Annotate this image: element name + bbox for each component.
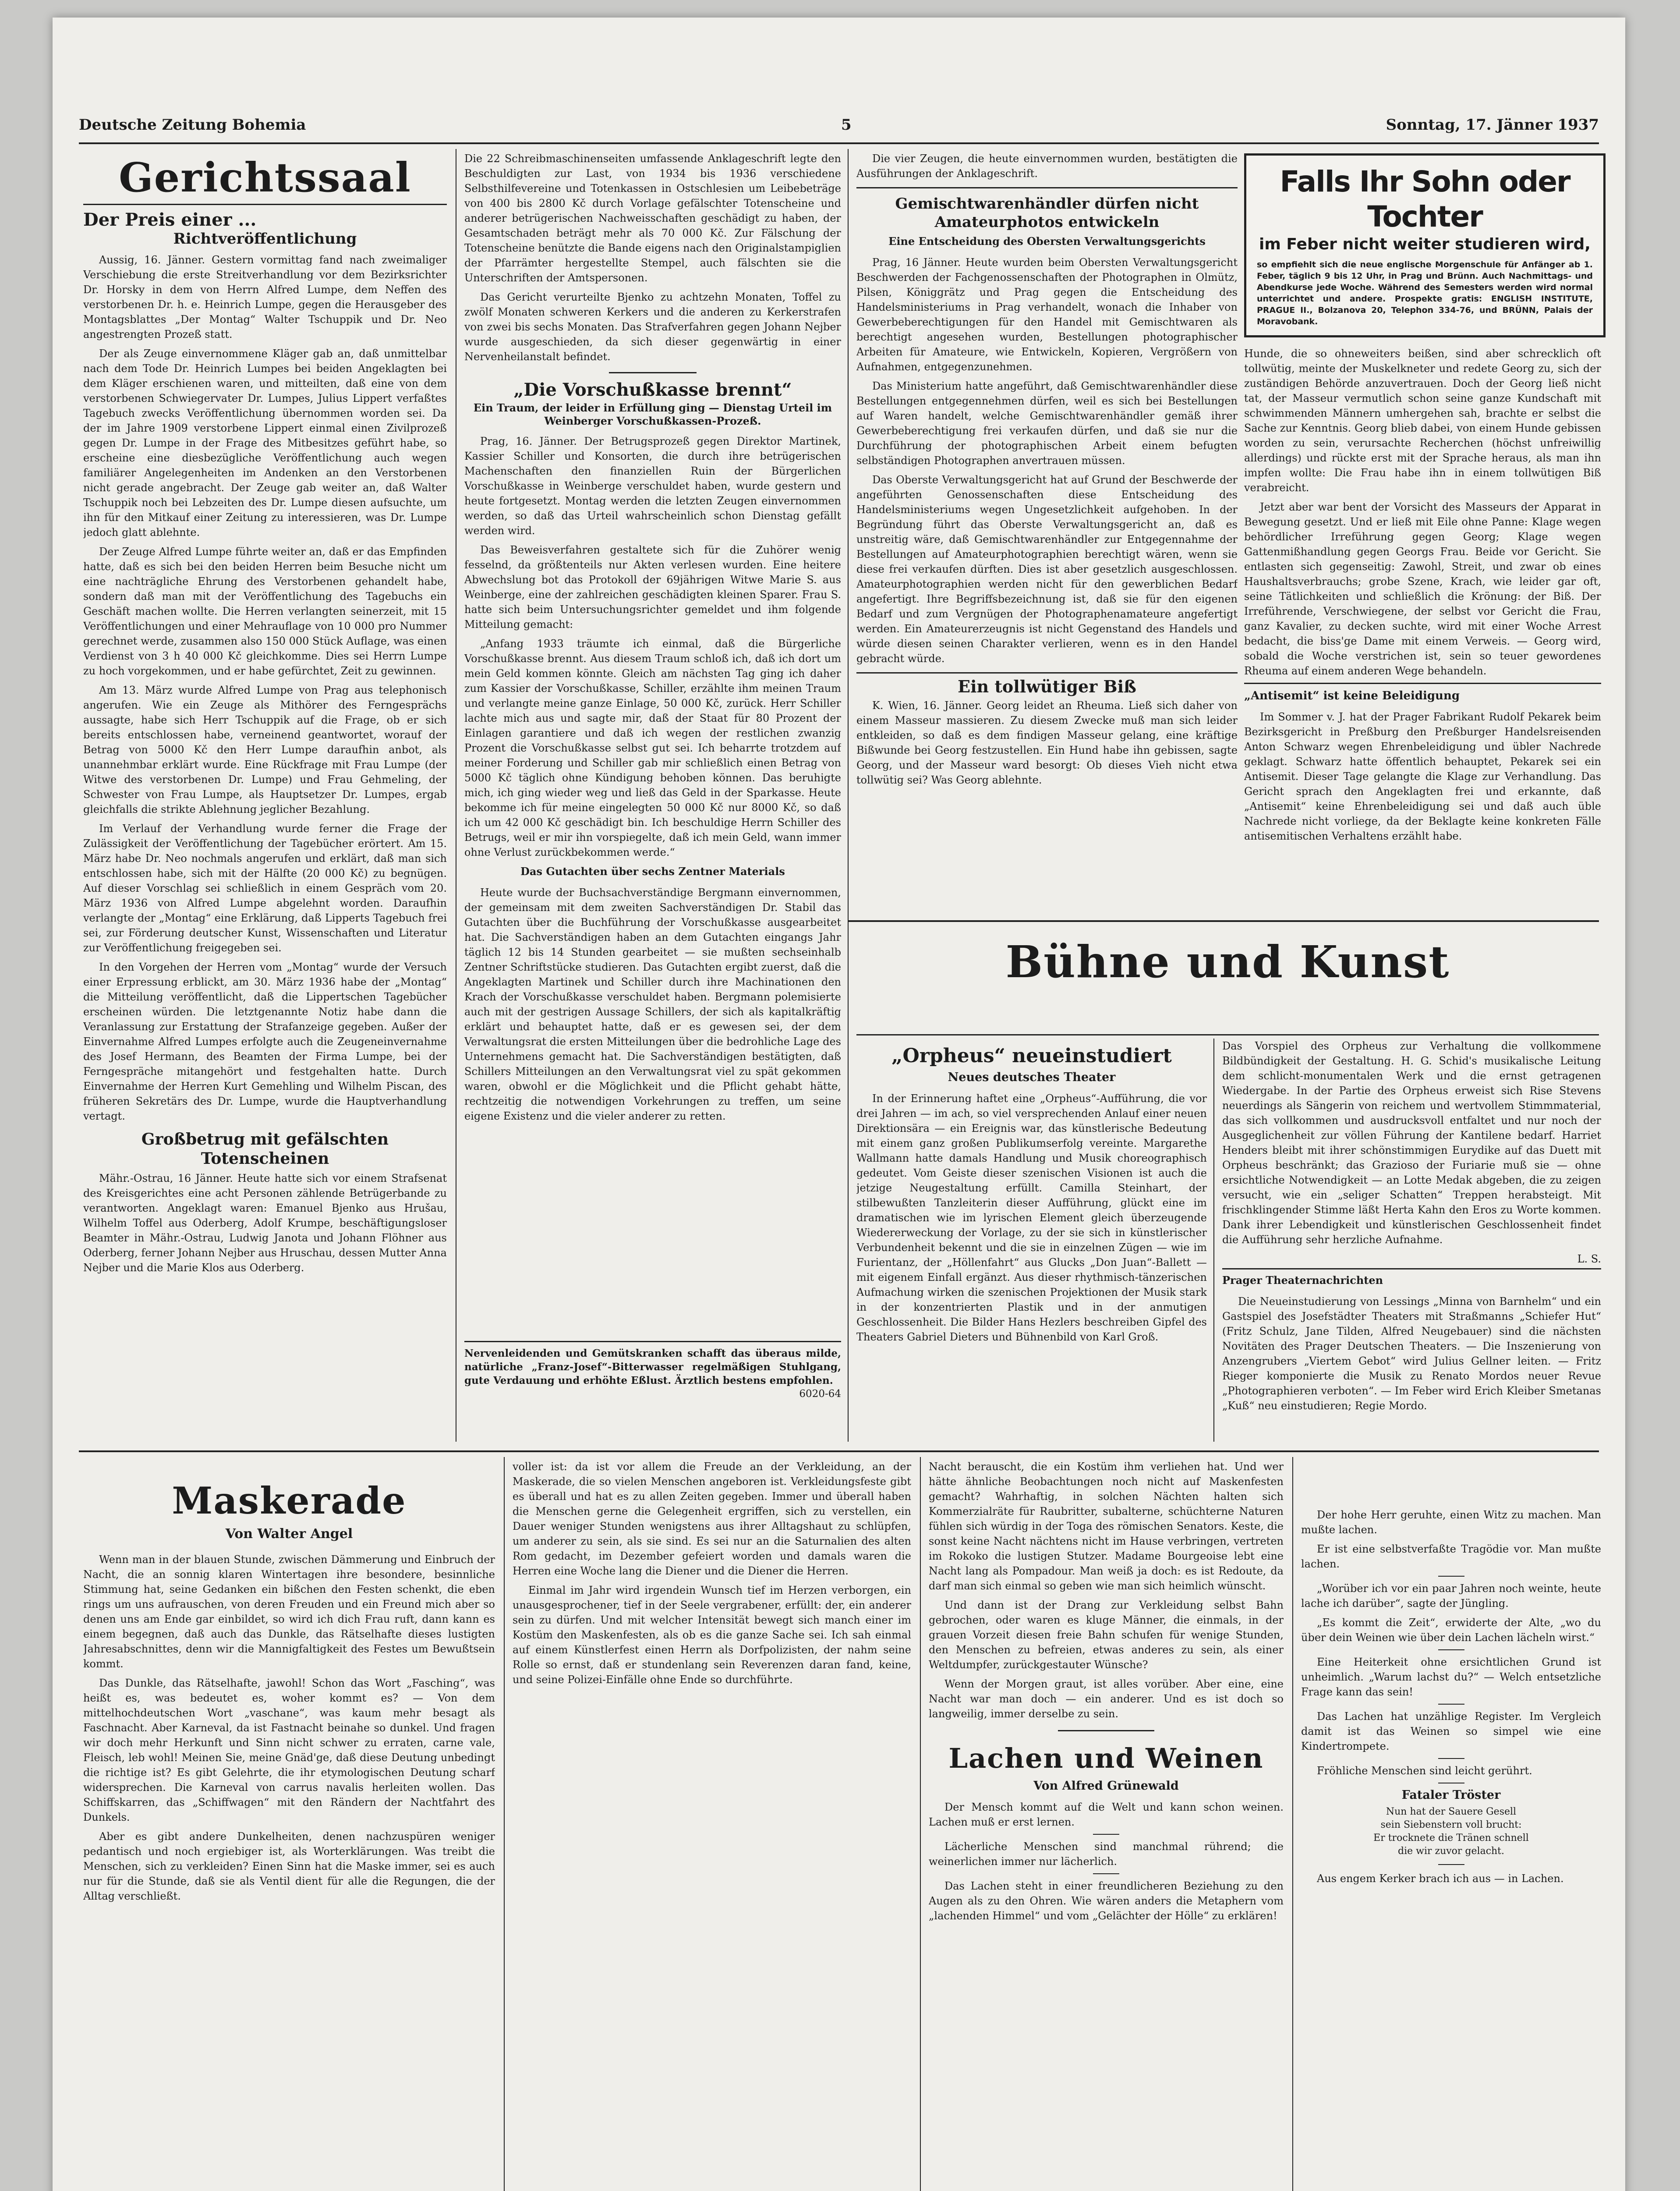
column-divider: [920, 1457, 921, 2191]
article-title: Prager Theaternachrichten: [1222, 1268, 1601, 1288]
ad-body: so empfiehlt sich die neue englische Morgenschule für Anfänger ab 1. Feber, täglich 9 bis 12 Uhr, in Prag und Brünn. Auch Nachmittags- und Abendkurse jede Woche. Während des Semesters werden wird normal unterrichtet und andere. Prospekte gratis: ENGLISH INSTITUTE, PRAGUE II., Bolzanova 20, Telephon 334-76, und BRÜNN, Palais der Moravobank.: [1257, 260, 1593, 326]
divider: [1438, 1864, 1464, 1865]
divider: [1093, 1834, 1119, 1835]
article-subtitle: Richtveröffentlichung: [173, 230, 357, 248]
small-ad-text: Nervenleidenden und Gemütskranken schafft das überaus milde, natürliche „Franz-Josef“-Bitterwasser regelmäßigen Stuhlgang, gute Verdauung und erhöhte Eßlust. Ärztlich bestens empfohlen.: [464, 1347, 841, 1386]
article-paragraph: Das Vorspiel des Orpheus zur Verhaltung die vollkommene Bildbündigkeit der Gestaltung. H. G. Schid's musikalische Leitung dem schlicht-monumentalen Werk und die ernst getragenen Wiedergabe. In der Partie des Orpheus erweist sich Rise Stevens neuerdings als Sängerin von reichem und wertvollem Stimmmaterial, das sich vollkommen und ausdrucksvoll entfaltet und nur noch der Ausgeglichenheit zur völlen Führung der Kantilene bedarf. Harriet Henders bleibt mit ihrer schönstimmigen Eurydike auf das Duett mit Orpheus beschränkt; das Grazioso der Furiarie muß sie — ohne ersichtliche Notwendigkeit — an Lotte Medak abgeben, die zu zeigen versucht, wie ein „seliger Schatten“ Treppen herabsteigt. Mit frischklingender Stimme läßt Herta Kahn den Eros zu Worte kommen. Dank ihrer Lebendigkeit und künstlerischen Geschlossenheit findet die Aufführung sehr herzliche Aufnahme.: [1222, 1040, 1601, 1246]
column-divider: [1292, 1457, 1293, 2191]
article-paragraph: In den Vorgehen der Herren vom „Montag“ wurde der Versuch einer Erpressung erblickt, am 30. März 1936 habe der „Montag“ die Mitteilung veröffentlicht, daß die Lippertschen Tagebücher erscheinen würden. Die letztgenannte Notiz habe dann die Veranlassung zur Erstattung der Strafanzeige gegeben. Außer der Einvernahme Alfred Lumpes erfolgte auch die Zeugeneinvernahme des Josef Hermann, des Beamten der Firma Lumpe, bei der Ferngespräche mitangehört und festgehalten hatte. Durch Einvernahme der Herren Kurt Gemehling und Wilhelm Piscan, des früheren Sekretärs des Dr. Lumpe, wurde die Hauptverhandlung vertagt.: [83, 961, 447, 1122]
article-title: „Orpheus“ neueinstudiert: [891, 1045, 1172, 1067]
newspaper-page: [53, 18, 1625, 2191]
article-paragraph: Die Neueinstudierung von Lessings „Minna von Barnhelm“ und ein Gastspiel des Josefstädter Theaters mit Straßmanns „Schiefer Hut“ (Fritz Schulz, Jane Tilden, Alfred Neugebauer) sind die nächsten Novitäten des Prager Deutschen Theaters. — Die Inszenierung von Anzengrubers „Viertem Gebot“ wird Julius Gellner leiten. — Fritz Rieger komponierte die Musik zu Renato Mordos neuer Revue „Photographieren verboten“. — Im Feber wird Erich Kleiber Smetanas „Kuß“ neu einstudieren; Regie Mordo.: [1222, 1295, 1601, 1412]
article-paragraph: In der Erinnerung haftet eine „Orpheus“-Aufführung, die vor drei Jahren — im ach, so viel versprechenden Anlauf einer neuen Direktionsära — ein Ereignis war, das künstlerische Bedeutung mit einem ganz großen Publikumserfolg vereinte. Margarethe Wallmann hatte damals Handlung und Musik choreographisch gedeutet. Vom Geiste dieser szenischen Visionen ist auch die jetzige Neugestaltung erfüllt. Camilla Steinhart, der stilbewußten Tanzleiterin dieser Aufführung, glückt eine im dramatischen wie im lyrischen Element gleich überzeugende Wiedererweckung der Vorlage, zu der sie sich in künstlerischer Verbundenheit bekennt und die sie in einzelnen Zügen — wie im Furientanz, der „Höllenfahrt“ aus Glucks „Don Juan“-Ballett — mit eigenem Einfall ergänzt. Aus dieser rhythmisch-tänzerischen Aufmachung wirken die szenischen Projektionen der Musik stark in der konzentrierten Plastik und in der anmutigen Geschlossenheit. Die Bilder Hans Hezlers beschreiben Gipfel des Theaters Gabriel Dieters und Bühnenbild von Karl Groß.: [856, 1092, 1207, 1343]
article-paragraph: Der Mensch kommt auf die Welt und kann schon weinen. Lachen muß er erst lernen.: [929, 1801, 1284, 1828]
article-paragraph: Einmal im Jahr wird irgendein Wunsch tief im Herzen verborgen, ein unausgesprochener, tief in der Seele vergrabener, erfüllt: der, ein anderer sein zu dürfen. Und mit welcher Intensität bewegt sich manch einer im Kostüm den Maskenfesten, als ob es die ganze Sache sei. Ich sah einmal auf einem Künstlerfest einen Herrn als Dorfpolizisten, der nahm seine Rolle so ernst, daß er stundenlang sein Reverenzen daran fand, keine, und seine Polizei-Einfälle ohne Ende so durchführte.: [513, 1584, 911, 1686]
feuilleton-title: Lachen und Weinen: [948, 1742, 1264, 1774]
column-gerichtssaal-1: [83, 151, 447, 1444]
article-paragraph: Fröhliche Menschen sind leicht gerührt.: [1317, 1765, 1532, 1777]
article-paragraph: Der als Zeuge einvernommene Kläger gab an, daß unmittelbar nach dem Tode Dr. Heinrich Lumpes bei beiden Angeklagten bei dem Kläger erschienen waren, und mitteilten, daß eine von dem verstorbenen Schwiegervater Dr. Lumpes, Julius Lippert verfaßtes Tagebuch zwecks Veröffentlichung übernommen worden sei. Da der im Jahre 1909 verstorbene Lippert einmal einen Zivilprozeß gegen Dr. Lumpe in der Frage des Mitbesitzes geführt habe, so erscheine eine diesbezügliche Veröffentlichung auch wegen familiärer Angelegenheiten im Andenken an den Verstorbenen nicht gerade angebracht. Der Zeuge gab weiter an, daß Walter Tschuppik noch bei Lebzeiten des Dr. Lumpe diesen aufsuchte, um ihn für den Mitkauf einer Zeitung zu interessieren, was Dr. Lumpe jedoch glatt ablehnte.: [83, 347, 447, 539]
article-paragraph: Das Lachen steht in einer freundlicheren Beziehung zu den Augen als zu den Ohren. Wie wären anders die Metaphern vom „lachenden Himmel“ und vom „Gelächter der Hölle“ zu erklären!: [929, 1880, 1284, 1922]
article-paragraph: Im Verlauf der Verhandlung wurde ferner die Frage der Zulässigkeit der Veröffentlichung der Tagebücher erörtert. Am 15. März habe Dr. Neo nochmals angerufen und erklärt, daß man sich entschlossen habe, sich mit der Hälfte (20 000 Kč) zu begnügen. Auf dieser Vorschlag sei schließlich in einem Gespräch vom 20. März 1936 von Alfred Lumpe abgelehnt worden. Daraufhin verlangte der „Montag“ eine Erklärung, daß Lipperts Tagebuch frei sei, zur Förderung deutscher Kunst, Wissenschaften und Literatur zur Veröffentlichung freigegeben sei.: [83, 823, 447, 954]
article-paragraph: Aussig, 16. Jänner. Gestern vormittag fand nach zweimaliger Verschiebung die erste Streitverhandlung vor dem Bezirksrichter Dr. Horsky in dem von Herrn Alfred Lumpe, dem Neffen des verstorbenen Dr. h. e. Heinrich Lumpe, gegen die Herausgeber des Montagsblattes „Der Montag“ Walter Tschuppik und Dr. Neo angestrengten Prozeß statt.: [83, 254, 447, 340]
divider: [1438, 1758, 1464, 1759]
article-title: Großbetrug mit gefälschten Totenscheinen: [141, 1130, 389, 1168]
english-institute-ad: [1244, 153, 1606, 337]
issue-date: Sonntag, 17. Jänner 1937: [1386, 116, 1599, 134]
divider: [1438, 1704, 1464, 1705]
divider: [609, 372, 697, 373]
article-paragraph: Aus engem Kerker brach ich aus — in Lachen.: [1317, 1872, 1564, 1885]
page-header: [79, 116, 1599, 142]
ad-headline: Falls Ihr Sohn oder Tochter: [1280, 165, 1570, 234]
article-subtitle: Ein Traum, der leider in Erfüllung ging — Dienstag Urteil im Weinberger Vorschußkassen-Prozeß.: [473, 401, 832, 427]
divider: [1438, 1576, 1464, 1577]
column-buehne-1: [856, 1039, 1207, 1442]
poem-line: Er trocknete die Tränen schnell: [1373, 1833, 1529, 1844]
feuilleton-title: Maskerade: [172, 1479, 407, 1522]
divider: [1058, 1730, 1154, 1731]
article-paragraph: Am 13. März wurde Alfred Lumpe von Prag aus telephonisch angerufen. Wie ein Zeuge als Mithörer des Ferngesprächs aussagte, habe sich Herr Tschuppik auf die Frage, ob er sich bereits entschlossen habe, verneinend geantwortet, worauf der Betrag von 5000 Kč den Herr Lumpe daraufhin anbot, als unannehmbar erklärt wurde. Eine Rückfrage mit Frau Lumpe (der Witwe des verstorbenen Dr. Lumpe) und Frau Gehmeling, der Schwester von Frau Lumpe, als Hauptsetzer Dr. Lumpes, ergab gleichfalls die strikte Ablehnung jeglicher Bezahlung.: [83, 684, 447, 815]
column-gerichtssaal-4: [1244, 346, 1601, 916]
poem-line: die wir zuvor gelacht.: [1397, 1846, 1505, 1857]
article-paragraph: Er ist eine selbstverfaßte Tragödie vor. Man mußte lachen.: [1301, 1543, 1601, 1570]
section-title-buehne: Bühne und Kunst: [1005, 936, 1450, 988]
article-title: „Antisemit“ ist keine Beleidigung: [1244, 683, 1601, 703]
article-paragraph: Das Oberste Verwaltungsgericht hat auf Grund der Beschwerde der angeführten Genossenschaften diese Entscheidung des Handelsministeriums wegen Ungesetzlichkeit aufgehoben. In der Begründung führt das Oberste Verwaltungsgericht an, daß es unstreitig wäre, daß Gemischtwarenhändler zur Entgegennahme der Bestellungen auf Amateurphotographien berechtigt wären, wenn sie diese frei verkaufen dürften. Dies ist aber gesetzlich ausgeschlossen. Amateurphotographien werden nicht für den gewerblichen Bedarf angefertigt. Ihre Begriffsbezeichnung ist, daß sie für den eigenen Bedarf und zum Vergnügen der Photographenamateure angefertigt werden. Ein Amateurerzeugnis ist nicht Gegenstand des Handels und würde diesen seinen Charakter verlieren, wenn es in den Handel gebracht würde.: [856, 474, 1238, 665]
column-lachen-2: [1301, 1459, 1601, 2191]
article-paragraph: Wenn man in der blauen Stunde, zwischen Dämmerung und Einbruch der Nacht, die an sonnig klaren Wintertagen ihre besondere, besinnliche Stimmung hat, seine Gedanken ein bißchen den Festen schenkt, die eben rings um uns aufrauschen, von deren Freuden und ein Freund mich aber so denen uns am Ende gar einbildet, so wird ich dich Frau ruft, dann kann es einem begegnen, daß auch das Dunkle, das Rätselhafte dieses lustigten Jahresabschnittes, denn wir die Mannigfaltigkeit des Festes um Bewußtsein kommt.: [83, 1553, 495, 1670]
article-paragraph: Nacht berauscht, die ein Kostüm ihm verliehen hat. Und wer hätte ähnliche Beobachtungen noch nicht auf Maskenfesten gemacht? Wahrhaftig, in solchen Nächten halten sich Kommerzialräte für Raubritter, subalterne, schüchterne Naturen fühlen sich würdig in der Toga des römischen Senators. Keste, die sonst keine Nacht nächtens nicht im Hause verbringen, vertreten im Rokoko die lustigen Stutzer. Madame Bourgeoise lebt eine Nacht lang als Pompadour. Man weiß ja doch: es ist Redoute, da darf man sich einmal so geben wie man sich heimlich wünscht.: [929, 1461, 1284, 1592]
poem-line: Nun hat der Sauere Gesell: [1386, 1806, 1517, 1817]
article-paragraph: Das Beweisverfahren gestaltete sich für die Zuhörer wenig fesselnd, da größtenteils nur Akten verlesen wurden. Eine heitere Abwechslung bot das Protokoll der 69jährigen Witwe Marie S. aus Weinberge, eine der zahlreichen geschädigten kleinen Sparer. Frau S. hatte sich beim Untersuchungsrichter gemeldet und ihm folgende Mitteilung gemacht:: [464, 544, 841, 631]
article-paragraph: Das Ministerium hatte angeführt, daß Gemischtwarenhändler diese Bestellungen entgegennehmen dürfen, weil es sich bei Bestellungen auf Waren handelt, welche Gemischtwarenhändler gemäß ihrer Gewerbeberechtigung frei verkaufen dürfen, und daß sie nur die Durchführung der photographischen Arbeit einem befugten selbständigen Photographen anvertrauen müssen.: [856, 380, 1238, 467]
article-paragraph: Im Sommer v. J. hat der Prager Fabrikant Rudolf Pekarek beim Bezirksgericht in Preßburg den Preßburger Handelsreisenden Anton Schwarz wegen Ehrenbeleidigung und übler Nachrede geklagt. Schwarz hatte öffentlich behauptet, Pekarek sei ein Antisemit. Dieser Tage gelangte die Klage zur Verhandlung. Das Gericht sprach den Angeklagten frei und erkannte, daß „Antisemit“ keine Ehrenbeleidigung sei und daß auch üble Nachrede nicht vorliege, da der Beklagte keine konkreten Fälle antisemitischen Verhaltens erzählt habe.: [1244, 711, 1601, 842]
article-title: Gemischtwarenhändler dürfen nicht Amateurphotos entwickeln: [895, 195, 1199, 231]
article-paragraph: „Es kommt die Zeit“, erwiderte der Alte, „wo du über dein Weinen wie über dein Lachen lächeln wirst.“: [1301, 1617, 1601, 1644]
article-paragraph: Und dann ist der Drang zur Verkleidung selbst Bahn gebrochen, oder waren es kluge Männer, die einmals, in der grauen Vorzeit diesen freie Bahn schufen für wenige Stunden, den Menschen zu befreien, etwas anderes zu sein, als einer Weltdumpfer, zurückgestauter Wünsche?: [929, 1599, 1284, 1671]
column-maskerade-3: [929, 1459, 1284, 2191]
article-title: Der Preis einer ...: [83, 209, 257, 230]
article-paragraph: K. Wien, 16. Jänner. Georg leidet an Rheuma. Ließ sich daher von einem Masseur massieren. Zu diesem Zwecke muß man sich leider entkleiden, so daß es dem findigen Masseur gelang, eine kräftige Bißwunde bei Georg festzustellen. Ein Hund habe ihn gebissen, sagte Georg, und der Masseur ward besorgt: Ob dieses Vieh nicht etwa tollwütig sei? Was Georg ablehnte.: [856, 699, 1238, 786]
article-paragraph: Aber es gibt andere Dunkelheiten, denen nachzuspüren weniger pedantisch und noch ergiebiger ist, als Worterklärungen. Was treibt die Menschen, sich zu verkleiden? Einen Sinn hat die Maske immer, sei es auch nur für die Stunde, daß sie als Ventil dient für alle die Regungen, die der Alltag verschließt.: [83, 1830, 495, 1902]
ad-subheadline: im Feber nicht weiter studieren wird,: [1259, 235, 1591, 253]
section-rule: [848, 920, 1599, 922]
article-paragraph: „Anfang 1933 träumte ich einmal, daß die Bürgerliche Vorschußkasse brennt. Aus diesem Traum schloß ich, daß ich dort um mein Geld kommen könnte. Gleich am nächsten Tag ging ich daher zum Kassier der Vorschußkasse, Schiller, erzählte ihm meinen Traum und verlangte meine ganze Einlage, 50 000 Kč, zurück. Herr Schiller lachte mich aus und sagte mir, daß der Staat für 80 Prozent der Einlagen garantiere und daß ich wegen der restlichen zwanzig Prozent die Vorschußkasse selbst gut sei. Ich beharrte trotzdem auf meiner Forderung und Schiller gab mir schließlich einen Betrag von 5000 Kč täglich ohne Kündigung behoben können. Das beruhigte mich, ich ging wieder weg und ließ das Geld in der Sparkasse. Heute bekomme ich für meine eingelegten 50 000 Kč nur 8000 Kč, so daß ich um 42 000 Kč geschädigt bin. Ich beschuldige Herrn Schiller des Betrugs, weil er mir ihn vorspiegelte, daß ich mein Geld, wann immer ohne Verlust zurückbekommen werde.“: [464, 638, 841, 858]
feuilleton-author: Von Alfred Grünewald: [1033, 1779, 1179, 1793]
article-subtitle: Neues deutsches Theater: [948, 1071, 1116, 1084]
article-paragraph: Heute wurde der Buchsachverständige Bergmann einvernommen, der gemeinsam mit dem zweiten Sachverständigen Dr. Stabil das Gutachten über die Buchführung der Vorschußkasse ausgearbeitet hat. Die Sachverständigen haben an dem Gutachten eingangs Jahr täglich 12 bis 14 Stunden gearbeitet — sie mußten sechseinhalb Zentner Schriftstücke studieren. Das Gutachten ergibt zuerst, daß die Angeklagten Martinek und Schiller durch ihre Machinationen den Krach der Vorschußkasse verschuldet haben. Bergmann polemisierte auch mit der gestrigen Aussage Schillers, der sich als kapitalkräftig erklärt und behauptet hatte, daß er es gewesen sei, der dem Verwaltungsrat die ersten Mitteilungen über die bedrohliche Lage des Unternehmens gemacht hat. Die Sachverständigen bestätigten, daß Schillers Mitteilungen an den Verwaltungsrat viel zu spät gekommen waren, obwohl er die Möglichkeit und die Pflicht gehabt hätte, rechtzeitig die notwendigen Vorkehrungen zu treffen, um seine eigene Existenz und die vieler anderer zu retten.: [464, 886, 841, 1122]
article-paragraph: Das Dunkle, das Rätselhafte, jawohl! Schon das Wort „Fasching“, was heißt es, was bedeutet es, woher kommt es? — Von dem mittelhochdeutschen Wort „vaschane“, was kaum mehr besagt als Faschnacht. Aber Karneval, da ist Fastnacht beinahe so dunkel. Und fragen wir doch mehr Herkunft und Sinn nicht schwer zu erraten, carne vale, Fleisch, leb wohl! Meinen Sie, meine Gnäd'ge, daß diese Deutung unbedingt die richtige ist? Es gibt Gelehrte, die ihr etymologischen Deutung scharf widersprechen. Die Karneval von carrus navalis herleiten wollen. Das Schiffskarren, das „Schiffwagen“ mit den Rändern der Nachtfahrt des Dunkels.: [83, 1677, 495, 1823]
article-paragraph: voller ist: da ist vor allem die Freude an der Verkleidung, an der Maskerade, die so vielen Menschen angeboren ist. Verkleidungsfeste gibt es überall und hat es zu allen Zeiten gegeben. Immer und überall haben die Menschen gerne die Gelegenheit ergriffen, sich zu verstellen, ein Dauer weniger Stunden wenigstens aus ihrer Alltagshaut zu schlüpfen, um anderer zu sein, als sie sind. Es sei nur an die Saturnalien des alten Rom gedacht, im Dezember gefeiert worden und damals waren die Herren eine Woche lang die Diener und die Diener die Herren.: [513, 1461, 911, 1577]
column-divider: [1213, 1039, 1214, 1442]
article-paragraph: Hunde, die so ohneweiters beißen, sind aber schrecklich oft tollwütig, meinte der Muskelkneter und redete Georg zu, sich der zuständigen Behörde anzuvertrauen. Doch der Georg ließ nicht tat, der Masseur vermutlich schon seine ganze Kundschaft mit schwimmenden Männern umhergehen sah, brachte er selbst die Sache zur Kenntnis. Georg blieb dabei, von einem Hunde gebissen worden zu sein, verursachte Recherchen (höchst unfreiwillig allerdings) und rückte erst mit der Sprache heraus, als man ihn impfen wollte: Die Frau habe ihn in einem tollwütigen Biß verabreicht.: [1244, 347, 1601, 494]
article-paragraph: Die 22 Schreibmaschinenseiten umfassende Anklageschrift legte den Beschuldigten zur Last, von 1934 bis 1936 verschiedene Selbsthilfevereine und Totenkassen in Ostschlesien um Leibebeträge von 400 bis 2800 Kč durch Vorlage gefälschter Totenscheine und anderer betrügerischen Nachweisschaften geschädigt zu haben, der Gesamtschaden beträgt mehr als 70 000 Kč. Zur Fälschung der Totenscheine benützte die Bande eigens nach den Originalstampiglien der Pfarrämter hergestellte Stempel, auch fälschten sie die Unterschriften der Amtspersonen.: [464, 152, 841, 284]
article-paragraph: Prag, 16 Jänner. Heute wurden beim Obersten Verwaltungsgericht Beschwerden der Fachgenossenschaften der Photographen in Olmütz, Pilsen, Königgrätz und Prag gegen die Entscheidung des Handelsministeriums in Prag verhandelt, wonach die Inhaber von Gewerbeberechtigungen für den Handel mit Gemischtwaren als berechtigt angesehen wurden, Bestellungen photographischer Arbeiten für Amateure, wie Entwickeln, Kopieren, Vergrößern von Aufnahmen, entgegenzunehmen.: [856, 256, 1238, 373]
newspaper-name: Deutsche Zeitung Bohemia: [79, 116, 306, 134]
header-rule: [79, 142, 1599, 144]
small-ad-code: 6020-64: [799, 1388, 841, 1400]
divider: [856, 187, 1238, 188]
article-paragraph: „Worüber ich vor ein paar Jahren noch weinte, heute lache ich darüber“, sagte der Jüngling.: [1301, 1582, 1601, 1610]
article-paragraph: Die vier Zeugen, die heute einvernommen wurden, bestätigten die Ausführungen der Anklageschrift.: [856, 152, 1238, 180]
section-rule: [856, 1034, 1599, 1035]
poem-line: sein Siebenstern voll brucht:: [1380, 1819, 1522, 1830]
column-gerichtssaal-2: [464, 151, 841, 1444]
article-paragraph: Lächerliche Menschen sind manchmal rührend; die weinerlichen immer nur lächerlich.: [929, 1840, 1284, 1868]
column-maskerade-2: [513, 1459, 911, 2191]
article-subtitle: Eine Entscheidung des Obersten Verwaltungsgerichts: [888, 235, 1206, 248]
article-paragraph: Prag, 16. Jänner. Der Betrugsprozeß gegen Direktor Martinek, Kassier Schiller und Konsorten, die durch ihre betrügerischen Machenschaften den finanziellen Ruin der Bürgerlichen Vorschußkasse in Weinberge verschuldet haben, wurde gestern und heute fortgesetzt. Montag werden die letzten Zeugen einvernommen werden, so daß das Urteil wahrscheinlich schon Dienstag gefällt werden wird.: [464, 435, 841, 537]
small-ad-box: [464, 1341, 841, 1443]
article-title: Ein tollwütiger Biß: [856, 672, 1238, 695]
article-paragraph: Eine Heiterkeit ohne ersichtlichen Grund ist unheimlich. „Warum lachst du?“ — Welch entsetzliche Frage kann das sein!: [1301, 1656, 1601, 1698]
column-divider: [848, 149, 849, 1442]
article-paragraph: Das Gericht verurteilte Bjenko zu achtzehn Monaten, Toffel zu zwölf Monaten schweren Kerkers und die anderen zu Kerkerstrafen von zwei bis sechs Monaten. Das Strafverfahren gegen Johann Nejber wurde ausgeschieden, da sich dieser gegenwärtig in einer Nervenheilanstalt befindet.: [464, 291, 841, 363]
article-title: „Die Vorschußkasse brennt“: [513, 379, 792, 400]
column-divider: [504, 1457, 505, 2191]
article-paragraph: Der Zeuge Alfred Lumpe führte weiter an, daß er das Empfinden hatte, daß es sich bei den beiden Herren beim Besuche nicht um eine nachträgliche Ehrung des Verstorbenen gehandelt habe, sondern daß man mit der Veröffentlichung des Tagebuchs ein Geschäft machen wollte. Die Herren verlangten seinerzeit, mit 15 Veröffentlichungen und einer Mehrauflage von 10 000 pro Nummer gerechnet werde, zusammen also 150 000 Stück Auflage, was einen Verdienst von 3 h 40 000 Kč gleichkomme. Dies sei Herrn Lumpe zu hoch vorgekommen, und er habe gefürchtet, Zeit zu gewinnen.: [83, 546, 447, 677]
article-paragraph: Wenn der Morgen graut, ist alles vorüber. Aber eine, eine Nacht war man doch — ein anderer. Und es ist doch so langweilig, immer derselbe zu sein.: [929, 1678, 1284, 1720]
article-paragraph: Jetzt aber war bent der Vorsicht des Masseurs der Apparat in Bewegung gesetzt. Und er ließ mit Eile ohne Panne: Klage wegen behördlicher Irreführung gegen Georg; Klage wegen Gattenmißhandlung gegen Georgs Frau. Beide vor Gericht. Sie entlasten sich gegenseitig: Zawohl, Streit, und zwar ob eines Haushaltsverbrauchs; grobe Szene, Krach, wie leider gar oft, seine Tätlichkeiten und schließlich die Krönung: der Biß. Der Irreführende, Verschwiegene, der selbst vor Gericht die Frau, ganz Kavalier, zu decken suchte, wird mit einer Woche Arrest bedacht, die biss'ge Dame mit einem Verweis. — Georg wird, sobald die Woche verstrichen ist, sein so teuer gewordenes Rheuma auf einem anderen Wege behandeln.: [1244, 501, 1601, 677]
divider: [1438, 1649, 1464, 1650]
article-signature: L. S.: [1577, 1253, 1601, 1265]
article-paragraph: Der hohe Herr geruhte, einen Witz zu machen. Man mußte lachen.: [1301, 1509, 1601, 1536]
section-title-gerichtssaal: Gerichtssaal: [83, 151, 447, 205]
feuilleton-author: Von Walter Angel: [225, 1526, 353, 1542]
page-number: 5: [841, 116, 852, 134]
column-gerichtssaal-3: [856, 151, 1238, 918]
article-paragraph: Das Lachen hat unzählige Register. Im Vergleich damit ist das Weinen so simpel wie eine Kindertrompete.: [1301, 1710, 1601, 1752]
column-buehne-2: [1222, 1039, 1601, 1442]
article-paragraph: Mähr.-Ostrau, 16 Jänner. Heute hatte sich vor einem Strafsenat des Kreisgerichtes eine acht Personen zählende Betrügerbande zu verantworten. Angeklagt waren: Emanuel Bjenko aus Hrušau, Wilhelm Toffel aus Oderberg, Adolf Krumpe, beschäftigungsloser Beamter in Mähr.-Ostrau, Ludwig Janota und Johann Flöhner aus Oderberg, ferner Johann Nejber aus Hruschau, dessen Mutter Anna Nejber und die Marie Klos aus Oderberg.: [83, 1172, 447, 1274]
section-rule: [79, 1450, 1599, 1452]
column-maskerade-1: [83, 1459, 495, 2191]
divider: [1093, 1873, 1119, 1874]
article-subheading: Das Gutachten über sechs Zentner Materials: [520, 865, 785, 878]
poem-title: Fataler Tröster: [1401, 1788, 1501, 1802]
